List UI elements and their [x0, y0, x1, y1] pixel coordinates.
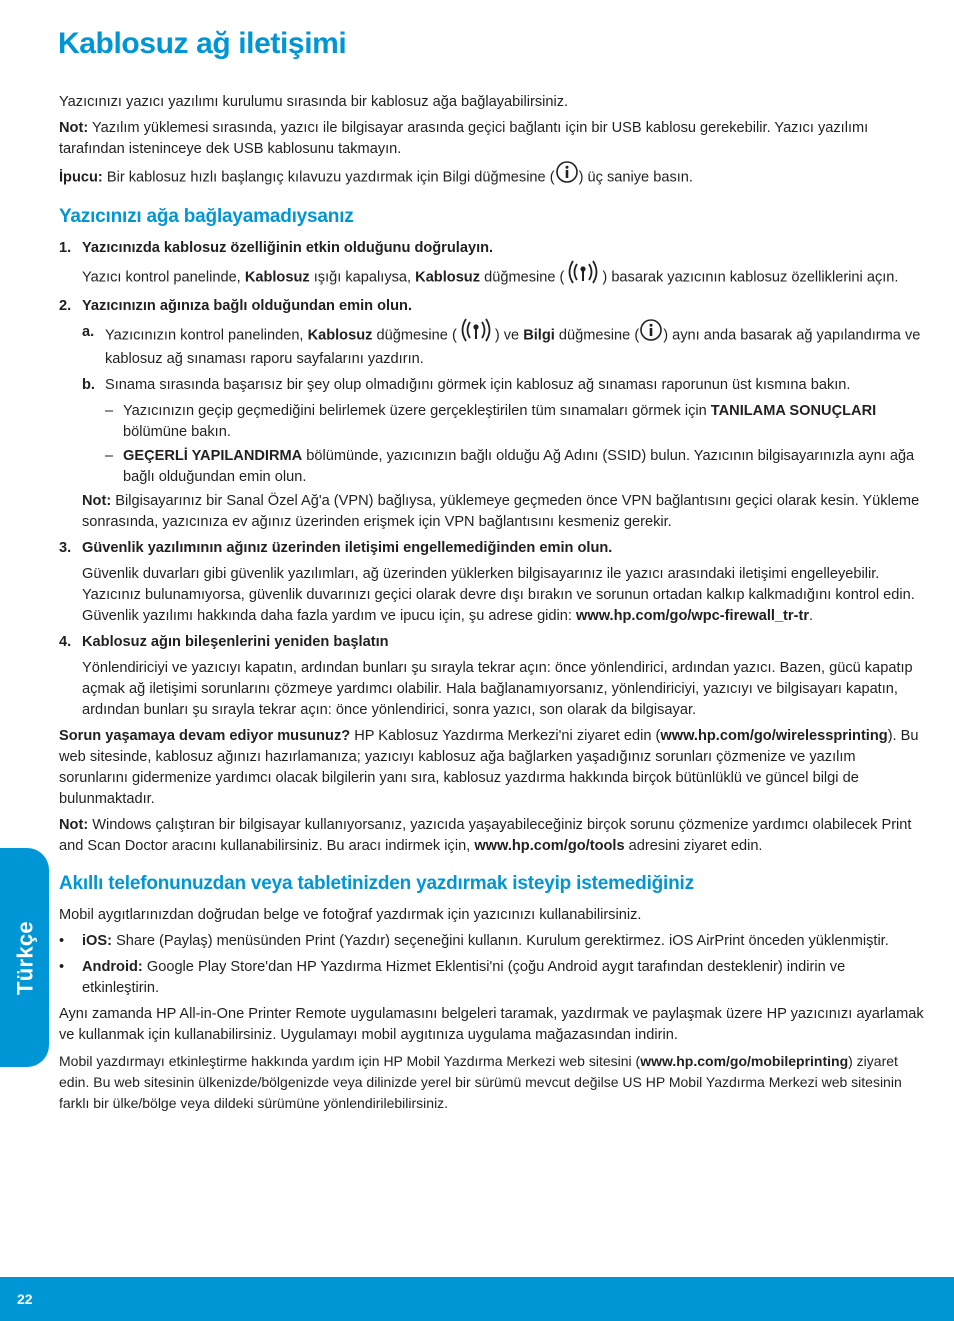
text-segment: HP Kablosuz Yazdırma Merkezi'ni ziyaret edin (: [354, 728, 661, 744]
text-segment: ) ziyaret edin. Bu web sitesinin ülkenizde/bölgenizde veya dilinizde yerel bir sürümü mevcut değilse US HP Mobil Yazdırma Merkezi web sitesinin farklı bir ülke/bölge veya dildeki sürümüne yönlendirilebilirsiniz.: [59, 1053, 902, 1111]
trouble-paragraph: [59, 726, 925, 810]
bullet-mark: •: [59, 959, 65, 975]
substep-letter: a.: [82, 324, 95, 340]
bullet-text: [82, 931, 889, 952]
dash-text: [123, 446, 925, 488]
tip-text-after: ) üç saniye basın.: [578, 169, 693, 186]
substep-text: [105, 322, 925, 370]
note-text: Yazılım yüklemesi sırasında, yazıcı ile bilgisayar arasında geçici bağlantı için bir USB kablosu gerekebilir. Yazıcı yazılımı tarafından isteninceye dek USB kablosunu takmayın.: [59, 120, 869, 157]
firewall-link[interactable]: www.hp.com/go/wpc-firewall_tr-tr: [576, 608, 809, 624]
step-1: [59, 238, 925, 259]
substep-text: Sınama sırasında başarısız bir şey olup olmadığını görmek için kablosuz ağ sınaması raporunun üst kısmına bakın.: [105, 377, 851, 393]
text-segment: ) basarak yazıcının kablosuz özelliklerini açın.: [602, 269, 899, 286]
wireless-printing-link[interactable]: www.hp.com/go/wirelessprinting: [660, 728, 888, 744]
text-segment: Share (Paylaş) menüsünden Print (Yazdır) seçeneğini kullanın. Kurulum gerektirmez. iOS AirPrint önceden yüklenmiştir.: [116, 933, 889, 949]
text-bold: Kablosuz: [415, 269, 481, 286]
bullet-android: [59, 957, 925, 999]
substep-b: [82, 375, 925, 396]
step-number: 3.: [59, 540, 72, 556]
dash-mark: –: [105, 403, 114, 419]
main-content: [59, 92, 925, 1119]
tip-label: İpucu:: [59, 169, 103, 186]
text-bold: GEÇERLİ YAPILANDIRMA: [123, 448, 303, 464]
step-title: Yazıcınızın ağınıza bağlı olduğundan emin olun.: [82, 298, 412, 314]
substep-letter: b.: [82, 377, 95, 393]
step-number: 2.: [59, 298, 72, 314]
bullet-text: [82, 957, 925, 999]
tools-link[interactable]: www.hp.com/go/tools: [474, 838, 625, 854]
text-segment: düğmesine (: [558, 327, 640, 344]
dash-mark: –: [105, 448, 114, 464]
section-heading-mobile: Akıllı telefonunuzdan veya tabletinizden yazdırmak isteyip istemediğiniz: [59, 873, 694, 894]
text-segment: .: [809, 608, 814, 624]
text-segment: ) ve: [494, 327, 520, 344]
substep-a: [82, 322, 925, 370]
wireless-icon: [458, 318, 494, 349]
text-bold: Kablosuz: [244, 269, 310, 286]
text-segment: Yazıcınızın kontrol panelinden,: [105, 327, 304, 344]
remote-app-paragraph: Aynı zamanda HP All-in-One Printer Remote uygulamasını belgeleri taramak, yazdırmak ve paylaşmak üzere HP yazıcınızı ayarlamak ve kullanmak için kullanabilirsiniz. Uygulamayı mobil aygıtınıza uygulama mağazasından indirin.: [59, 1006, 924, 1043]
text-segment: düğmesine (: [484, 269, 565, 286]
step-2: [59, 296, 925, 317]
text-bold: TANILAMA SONUÇLARI: [710, 403, 877, 419]
wireless-icon: [565, 260, 601, 291]
text-segment: Güvenlik duvarları gibi güvenlik yazılımları, ağ üzerinden yüklerken bilgisayarınız ile yazıcı arasındaki iletişimi engelleyebilir. Yazıcınız bulunamıyorsa, güvenlik duvarınızı geçici olarak devre dışı bırakın ve sorunun ortadan kalkıp kalkmadığını kontrol edin. Güvenlik yazılımı hakkında daha fazla yardım ve ipucu için, şu adrese gidin:: [82, 566, 915, 624]
step-title: Güvenlik yazılımının ağınız üzerinden iletişimi engellemediğinden emin olun.: [82, 540, 613, 556]
tip-text-before: Bir kablosuz hızlı başlangıç kılavuzu yazdırmak için Bilgi düğmesine (: [106, 169, 555, 186]
text-segment: Yazıcınızın geçip geçmediğini belirlemek üzere gerçekleştirilen tüm sınamaları görmek için: [123, 403, 707, 419]
step-4: [59, 632, 925, 653]
text-bold: Bilgi: [523, 327, 555, 344]
page-title: Kablosuz ağ iletişimi: [58, 27, 347, 60]
page-number: 22: [17, 1291, 33, 1307]
mobile-printing-paragraph: [59, 1051, 925, 1114]
text-segment: bölümünde, yazıcınızın bağlı olduğu Ağ Adını (SSID) bulun. Yazıcının bilgisayarınızla aynı ağa bağlı olduğundan emin olun.: [123, 448, 915, 485]
text-segment: Windows çalıştıran bir bilgisayar kullanıyorsanız, yazıcıda yaşayabileceğiniz birçok sorunu çözmenize yardımcı olabilecek Print and Scan Doctor aracını kullanabilirsiniz. Bu aracı indirmek için,: [59, 817, 912, 854]
step-1-body: [82, 264, 925, 291]
text-segment: düğmesine (: [376, 327, 457, 344]
note-label: Not:: [59, 120, 89, 136]
language-tab: [0, 848, 49, 1067]
info-icon: [640, 319, 662, 348]
bullet-ios: [59, 931, 925, 952]
dash-text: [123, 401, 925, 443]
text-segment: ) aynı anda basarak ağ yapılandırma ve kablosuz ağ sınaması raporu sayfalarını yazdırın.: [105, 327, 921, 367]
step-number: 1.: [59, 240, 72, 256]
note-label: Not:: [82, 493, 112, 509]
step-3-body: [82, 564, 925, 627]
language-tab-label: Türkçe: [12, 920, 37, 995]
text-bold: Android:: [82, 959, 143, 975]
note-text: Bilgisayarınız bir Sanal Özel Ağ'a (VPN) bağlıysa, yüklemeye geçmeden önce VPN bağlantısını geçici olarak kesin. Yükleme sonrasında, yazıcınıza ev ağınız üzerinden erişmek için VPN bağlantısını kesmeniz gerekir.: [82, 493, 920, 530]
note-usb: [59, 118, 925, 160]
step-number: 4.: [59, 634, 72, 650]
mobile-printing-link[interactable]: www.hp.com/go/mobileprinting: [640, 1053, 849, 1069]
text-bold: iOS:: [82, 933, 112, 949]
info-icon: [556, 161, 578, 190]
step-3: [59, 538, 925, 559]
text-segment: Mobil yazdırmayı etkinleştirme hakkında yardım için HP Mobil Yazdırma Merkezi web sitesini (: [59, 1053, 641, 1069]
text-bold: Kablosuz: [307, 327, 373, 344]
footer-bar: [0, 1277, 954, 1321]
intro-paragraph: Yazıcınızı yazıcı yazılımı kurulumu sırasında bir kablosuz ağa bağlayabilirsiniz.: [59, 94, 569, 110]
step-title: Kablosuz ağın bileşenlerini yeniden başlatın: [82, 634, 389, 650]
section-heading-cannot-connect: Yazıcınızı ağa bağlayamadıysanız: [59, 206, 354, 227]
note-windows: [59, 815, 925, 857]
text-segment: Yazıcı kontrol panelinde,: [82, 269, 241, 286]
tip-paragraph: [59, 165, 925, 190]
text-segment: ışığı kapalıysa,: [313, 269, 412, 286]
dash-item-current-config: [105, 446, 925, 488]
text-segment: ). Bu web sitesinde, kablosuz ağınızı hazırlamanıza; yazıcıyı kablosuz ağa bağlarken yaşadığınız sorunları çözmenize ve yazılım sorunlarını gidermenize yardımcı olacak bilgilerin yanı sıra, kablosuz yazdırma hakkında birçok bütünlüklü ve güncel bilgi de bulunmaktadır.: [59, 728, 919, 807]
step-4-body: Yönlendiriciyi ve yazıcıyı kapatın, ardından bunları şu sırayla tekrar açın: önce yönlendirici, ardından yazıcı. Bazen, gücü kapatıp açmak ağ iletişimi sorunlarını çözmeye yardımcı olabilir. Hala bağlanamıyorsanız, yönlendiriciyi, yazıcıyı ve bilgisayarı kapatın, ardından bunları şu sırayla tekrar açın: önce yönlendirici, sonra yazıcı, son olarak da bilgisayar.: [82, 660, 913, 718]
text-segment: adresini ziyaret edin.: [628, 838, 763, 854]
dash-item-diagnostics: [105, 401, 925, 443]
bullet-mark: •: [59, 933, 65, 949]
step-title: Yazıcınızda kablosuz özelliğinin etkin olduğunu doğrulayın.: [82, 240, 494, 256]
mobile-intro: Mobil aygıtlarınızdan doğrudan belge ve fotoğraf yazdırmak için yazıcınızı kullanabilirsiniz.: [59, 907, 642, 923]
text-segment: Google Play Store'dan HP Yazdırma Hizmet Eklentisi'ni (çoğu Android aygıt tarafından desteklenir) indirin ve etkinleştirin.: [82, 959, 846, 996]
text-segment: bölümüne bakın.: [123, 424, 231, 440]
note-vpn: [82, 491, 925, 533]
text-bold: Sorun yaşamaya devam ediyor musunuz?: [59, 728, 351, 744]
note-label: Not:: [59, 817, 89, 833]
